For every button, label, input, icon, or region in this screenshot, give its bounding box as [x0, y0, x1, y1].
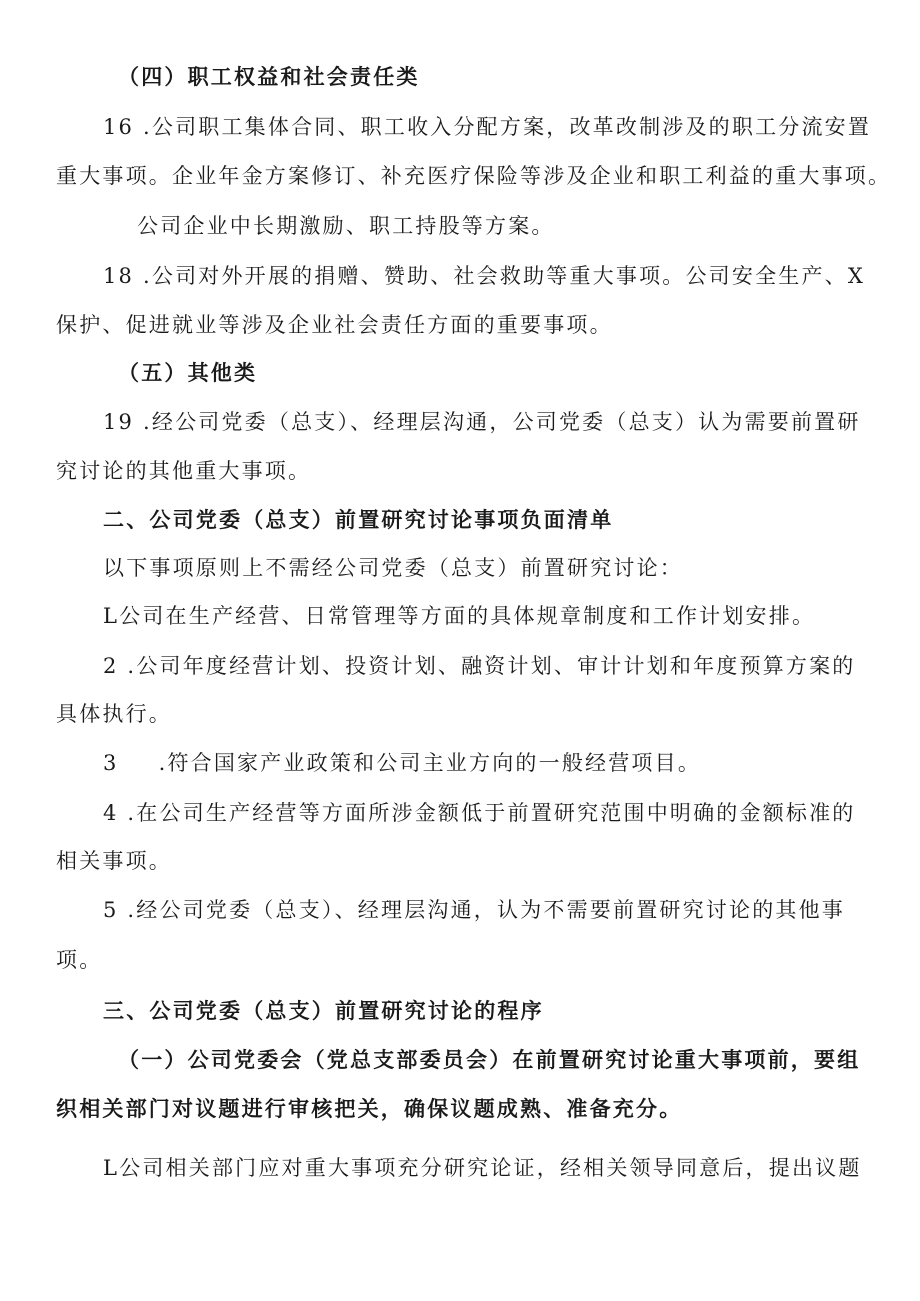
negative-item4-line1: 4 .在公司生产经营等方面所涉金额低于前置研究范围中明确的金额标准的	[103, 801, 856, 825]
part2-heading: 二、公司党委（总支）前置研究讨论事项负面清单	[103, 507, 614, 532]
item19-line1: 19 .经公司党委（总支）、经理层沟通，公司党委（总支）认为需要前置研	[103, 410, 861, 434]
negative-item3-text: .符合国家产业政策和公司主业方向的一般经营项目。	[158, 751, 702, 775]
item17-line: 公司企业中长期激励、职工持股等方案。	[137, 214, 555, 238]
procedure-item1: L公司相关部门应对重大事项充分研究论证，经相关领导同意后，提出议题	[103, 1156, 862, 1180]
negative-item3-number: 3	[103, 751, 119, 775]
section5-heading: （五）其他类	[118, 360, 258, 385]
item16-line2: 重大事项。企业年金方案修订、补充医疗保险等涉及企业和职工利益的重大事项。	[56, 164, 892, 188]
negative-item2-line1: 2 .公司年度经营计划、投资计划、融资计划、审计计划和年度预算方案的	[103, 654, 856, 678]
negative-item1: L公司在生产经营、日常管理等方面的具体规章制度和工作计划安排。	[103, 604, 816, 628]
procedure-sub1-line2: 织相关部门对议题进行审核把关，确保议题成熟、准备充分。	[56, 1096, 683, 1121]
negative-item4-line2: 相关事项。	[56, 849, 172, 873]
item19-line2: 究讨论的其他重大事项。	[56, 459, 312, 483]
item16-line1: 16 .公司职工集体合同、职工收入分配方案，改革改制涉及的职工分流安置	[103, 115, 872, 139]
procedure-sub1-line1: （一）公司党委会（党总支部委员会）在前置研究讨论重大事项前，要组	[118, 1047, 861, 1072]
part3-heading: 三、公司党委（总支）前置研究讨论的程序	[103, 998, 544, 1023]
item18-line1: 18 .公司对外开展的捐赠、赞助、社会救助等重大事项。公司安全生产、X	[103, 264, 866, 288]
negative-item3	[103, 748, 701, 778]
negative-item5-line1: 5 .经公司党委（总支）、经理层沟通，认为不需要前置研究讨论的其他事	[103, 898, 846, 922]
negative-item5-line2: 项。	[56, 948, 103, 972]
negative-item2-line2: 具体执行。	[56, 702, 172, 726]
section4-heading: （四）职工权益和社会责任类	[118, 64, 420, 89]
part2-intro: 以下事项原则上不需经公司党委（总支）前置研究讨论：	[103, 556, 683, 580]
item18-line2: 保护、促进就业等涉及企业社会责任方面的重要事项。	[56, 313, 613, 337]
